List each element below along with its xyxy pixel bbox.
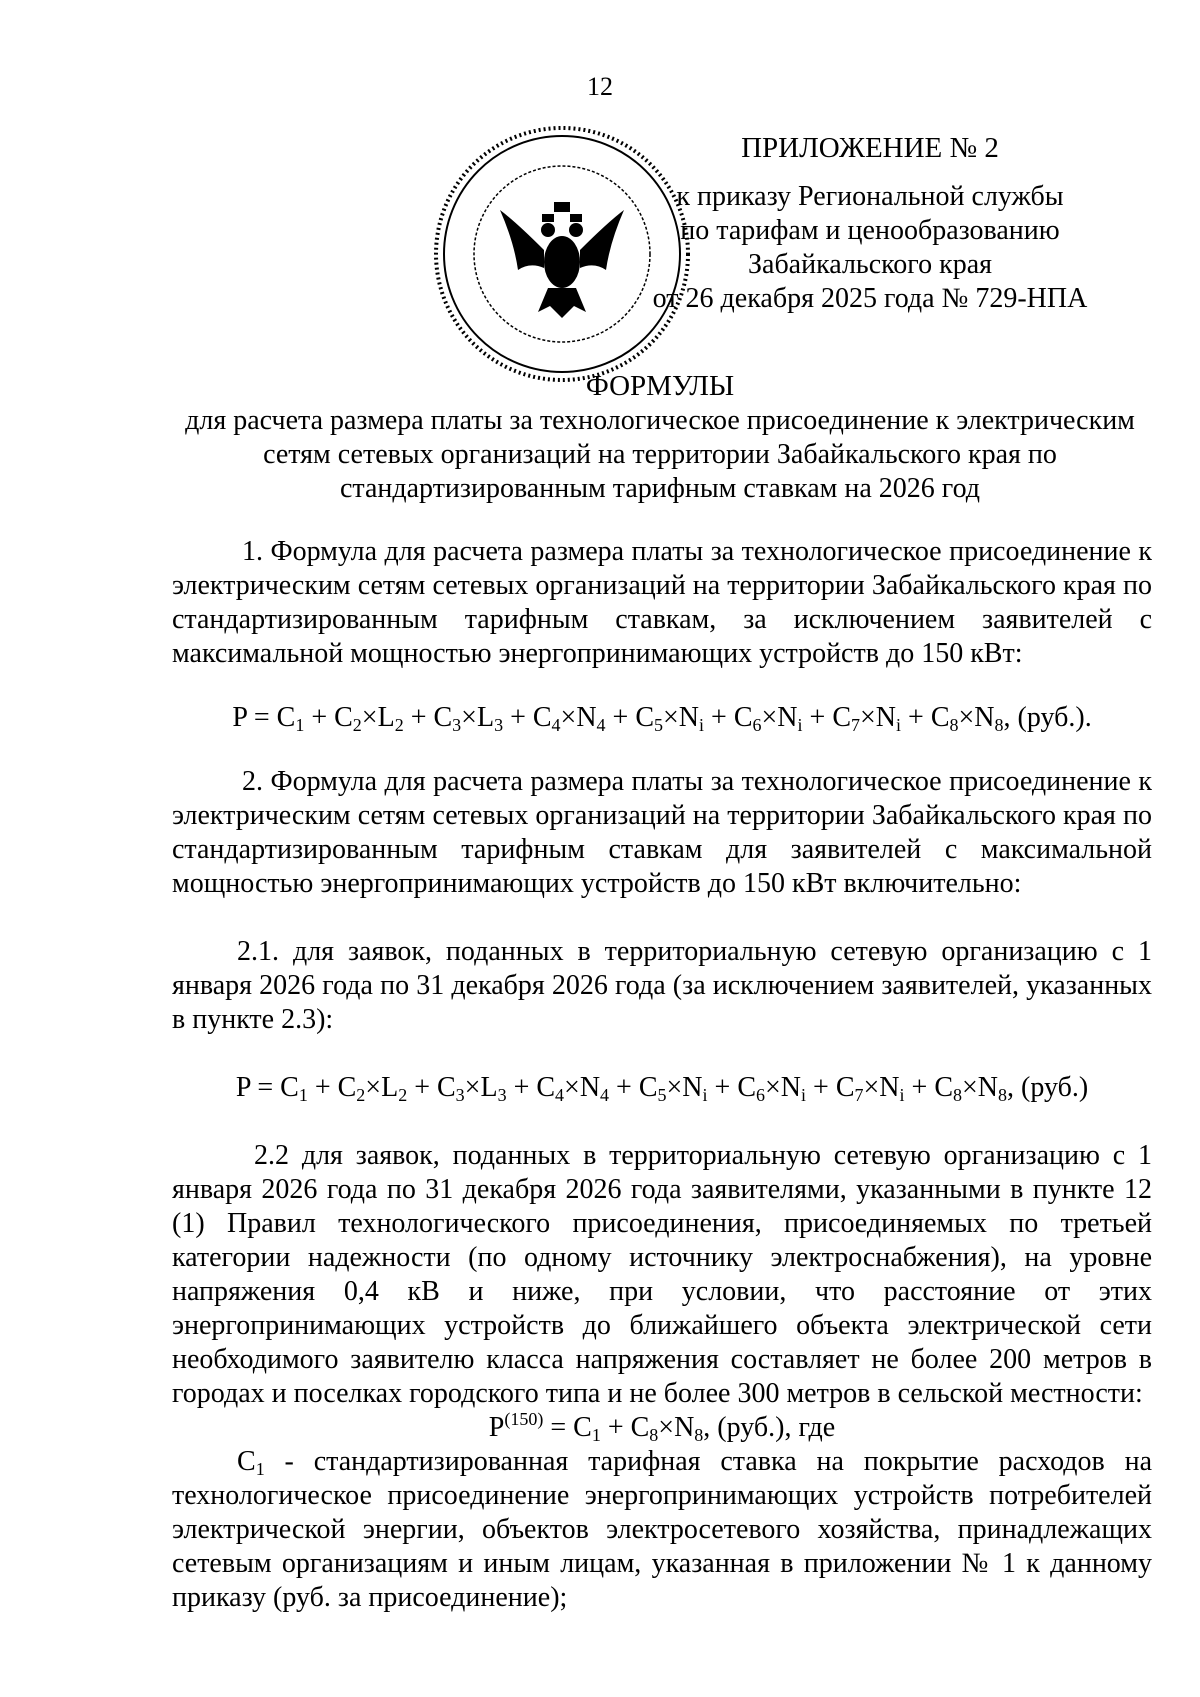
document-title: ФОРМУЛЫ — [585, 370, 735, 402]
double-headed-eagle-emblem — [500, 202, 624, 318]
document-subtitle-line: для расчета размера платы за технологическое присоединение к электрическим — [185, 405, 1135, 436]
document-subtitle-line: стандартизированным тарифным ставкам на 2026 год — [339, 473, 981, 504]
section-2-1-text: 2.1. для заявок, поданных в территориальную сетевую организацию с 1 января 2026 года по 31 декабря 2026 года (за исключением заявителей, указанных в пункте 2.3): — [172, 936, 1152, 1035]
section-1-text: 1. Формула для расчета размера платы за технологическое присоединение к электрическим сетям сетевых организаций на территории Забайкальского края по стандартизированным тарифным ставкам, за исключением заявителей с максимальной мощностью энергопринимающих устройств до 150 кВт: — [172, 536, 1152, 669]
document-subtitle-line: сетям сетевых организаций на территории Забайкальского края по — [263, 439, 1057, 470]
formula-2-1: $P = C_1 + C_2\times L_2 + C_3\times L_3 + C_4\times N_4 + C_5\times N_i + C_6\times N_i + C_7\times N_i + C_8\times N_8$, (руб.) — [235, 1072, 1089, 1105]
approval-line: от 26 декабря 2025 года № 729-НПА — [652, 283, 1088, 314]
section-2-2-text: 2.2 для заявок, поданных в территориальную сетевую организацию с 1 января 2026 года по 31 декабря 2026 года заявителями, указанными в пункте 12 (1) Правил технологического присоединения, присоединяемых по третьей категории надежности (по одному источнику электроснабжения), на уровне напряжения 0,4 кВ и ниже, при условии, что расстояние от этих энергопринимающих устройств до ближайшего объекта электрической сети необходимого заявителю класса напряжения составляет не более 200 метров в городах и поселках городского типа и не более 300 метров в сельской местности: — [172, 1140, 1152, 1409]
formula-general: $P = C_1 + C_2\times L_2 + C_3\times L_3 + C_4\times N_4 + C_5\times N_i + C_6\times N_i + C_7\times N_i + C_8\times N_8$, (руб.). — [232, 702, 1092, 735]
formula-150: $P^{(150)} = C_1 + C_8\times N_8$, (руб.), где — [488, 1409, 836, 1445]
page-number: 12 — [587, 72, 613, 101]
approval-line: к приказу Региональной службы — [676, 181, 1064, 212]
approval-block — [650, 130, 1090, 316]
definition-c1: $C_1$ - стандартизированная тарифная ставка на покрытие расходов на технологическое присоединение энергопринимающих устройств потребителей электрической энергии, объектов электросетевого хозяйства, принадлежащих сетевым организациям и иным лицам, указанная в приложении № 1 к данному приказу (руб. за присоединение); — [172, 1446, 1152, 1613]
document-body — [172, 535, 1152, 1615]
approval-line: Забайкальского края — [747, 249, 992, 280]
document-title-block — [170, 368, 1150, 506]
section-2-text: 2. Формула для расчета размера платы за технологическое присоединение к электрическим сетям сетевых организаций на территории Забайкальского края по стандартизированным тарифным ставкам для заявителей с максимальной мощностью энергопринимающих устройств до 150 кВт включительно: — [172, 766, 1152, 899]
approval-line: по тарифам и ценообразованию — [680, 215, 1060, 246]
appendix-number: ПРИЛОЖЕНИЕ № 2 — [741, 132, 999, 164]
